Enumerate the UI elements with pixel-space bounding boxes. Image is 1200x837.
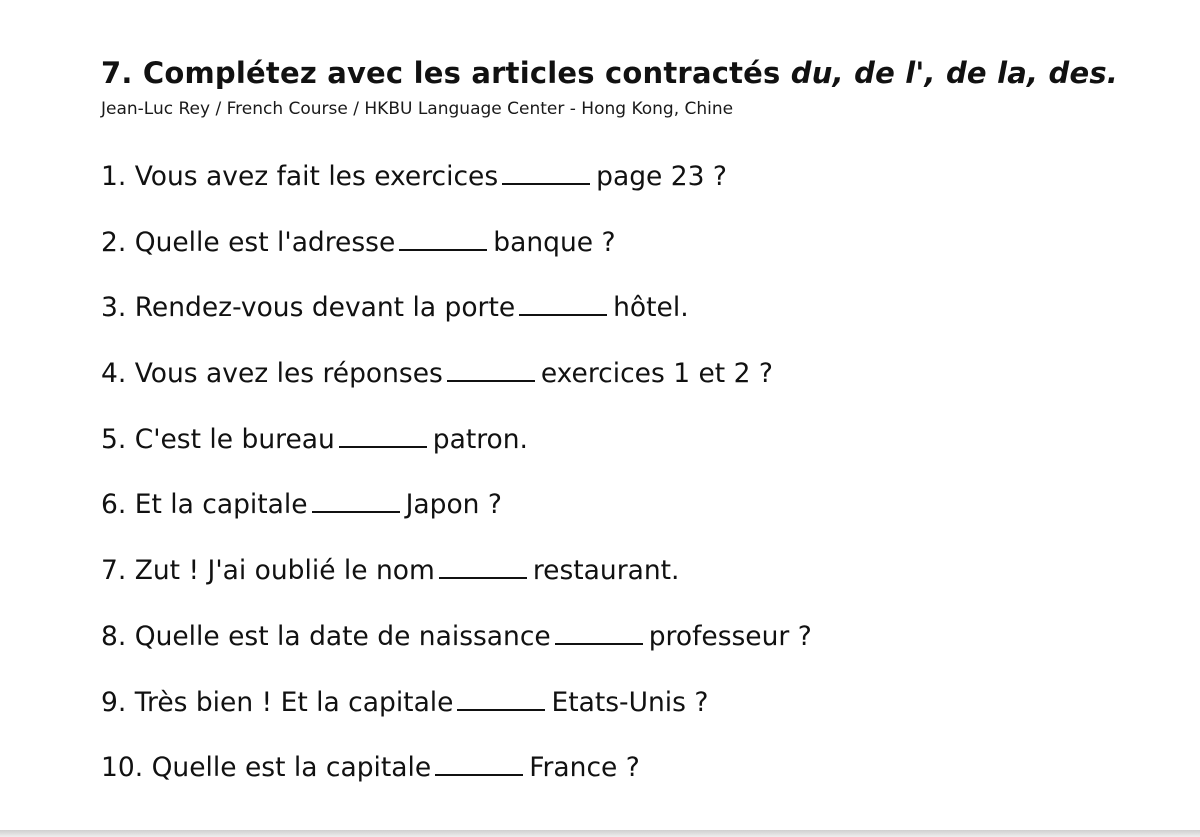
title-text: 7. Complétez avec les articles contractés xyxy=(101,56,791,90)
page-bottom-border xyxy=(0,830,1200,837)
exercise-text-before: 7. Zut ! J'ai oublié le nom xyxy=(101,555,435,587)
exercise-item xyxy=(101,225,812,291)
exercise-text-before: 10. Quelle est la capitale xyxy=(101,752,432,784)
exercise-text-after: banque ? xyxy=(493,226,616,258)
exercise-text-after: Japon ? xyxy=(405,489,502,521)
exercise-text-before: 8. Quelle est la date de naissance xyxy=(101,620,551,652)
exercise-item xyxy=(101,159,812,225)
exercise-item xyxy=(101,356,812,422)
exercise-text-before: 3. Rendez-vous devant la porte xyxy=(101,292,516,324)
exercise-item xyxy=(101,619,812,685)
exercise-text-after: Etats-Unis ? xyxy=(551,686,709,718)
exercise-text-after: professeur ? xyxy=(648,620,812,652)
exercise-item xyxy=(101,422,812,488)
answer-blank[interactable] xyxy=(399,225,487,251)
exercise-text-after: exercices 1 et 2 ? xyxy=(540,358,773,390)
answer-blank[interactable] xyxy=(457,685,545,711)
answer-blank[interactable] xyxy=(312,487,400,513)
exercise-item xyxy=(101,553,812,619)
title-articles: du, de l', de la, des. xyxy=(790,56,1119,90)
exercise-text-after: patron. xyxy=(432,423,528,455)
exercise-text-before: 4. Vous avez les réponses xyxy=(101,358,443,390)
exercise-text-after: France ? xyxy=(529,752,640,784)
exercise-item xyxy=(101,685,812,751)
author-credit: Jean-Luc Rey / French Course / HKBU Language Center - Hong Kong, Chine xyxy=(101,99,734,119)
exercise-title xyxy=(101,56,1118,90)
exercise-item xyxy=(101,487,812,553)
answer-blank[interactable] xyxy=(339,422,427,448)
exercise-text-before: 5. C'est le bureau xyxy=(101,423,335,455)
answer-blank[interactable] xyxy=(439,553,527,579)
answer-blank[interactable] xyxy=(502,159,590,185)
answer-blank[interactable] xyxy=(435,750,523,776)
answer-blank[interactable] xyxy=(447,356,535,382)
exercise-text-before: 9. Très bien ! Et la capitale xyxy=(101,686,454,718)
exercise-text-after: restaurant. xyxy=(532,555,680,587)
answer-blank[interactable] xyxy=(519,290,607,316)
exercise-text-after: page 23 ? xyxy=(596,161,727,192)
exercise-text-before: 6. Et la capitale xyxy=(101,489,308,521)
exercise-text-before: 2. Quelle est l'adresse xyxy=(101,226,396,258)
exercise-text-after: hôtel. xyxy=(613,292,689,324)
answer-blank[interactable] xyxy=(555,619,643,645)
exercise-text-before: 1. Vous avez fait les exercices xyxy=(101,161,499,192)
exercise-item xyxy=(101,750,812,816)
exercise-item xyxy=(101,290,812,356)
exercise-list xyxy=(101,159,812,816)
